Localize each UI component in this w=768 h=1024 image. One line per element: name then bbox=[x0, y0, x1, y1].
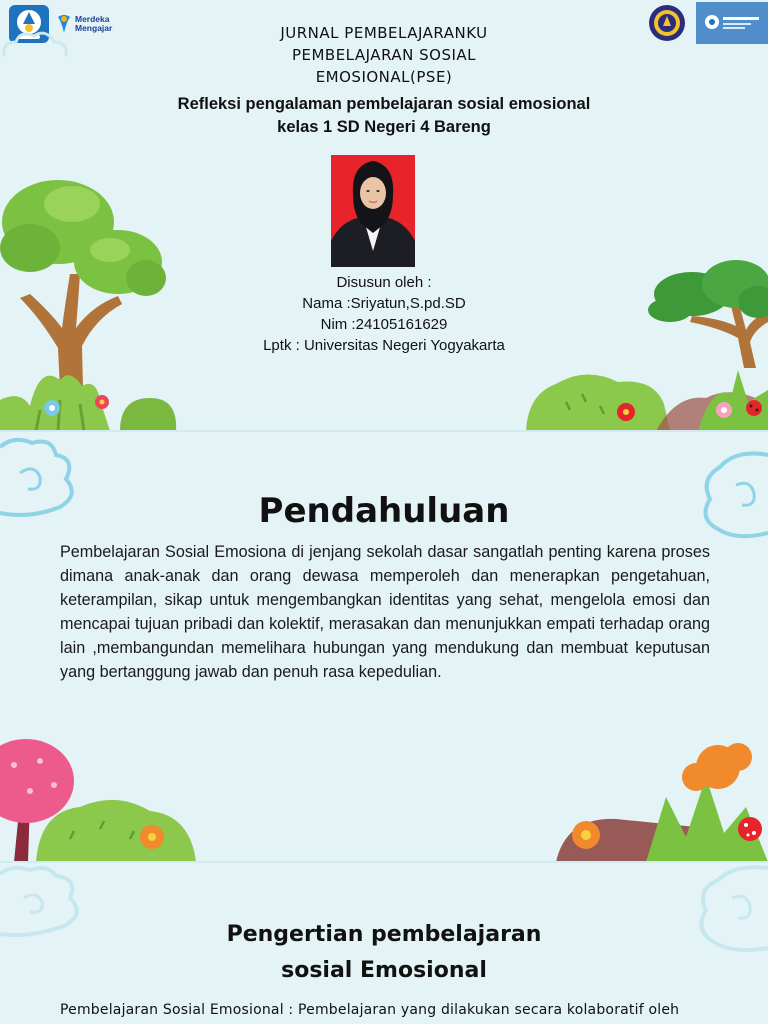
merdeka-line2: Mengajar bbox=[75, 23, 113, 33]
flower-icon bbox=[682, 743, 752, 791]
author-compiled-by: Disusun oleh : bbox=[336, 274, 432, 291]
subtitle-line-2: kelas 1 SD Negeri 4 Bareng bbox=[277, 118, 491, 136]
tree-icon bbox=[0, 731, 200, 862]
section-heading-pendahuluan: Pendahuluan bbox=[258, 491, 510, 531]
bush-icon bbox=[0, 360, 180, 431]
ladybug-icon bbox=[738, 817, 762, 841]
journal-title-line-1: JURNAL PEMBELAJARANKU bbox=[280, 24, 488, 42]
flower-icon bbox=[617, 403, 635, 421]
tree-icon bbox=[640, 258, 768, 368]
author-photo bbox=[331, 155, 415, 267]
flower-icon bbox=[572, 821, 600, 849]
section-heading-pengertian bbox=[0, 917, 768, 989]
introduction-page bbox=[0, 431, 768, 862]
flower-icon bbox=[140, 825, 164, 849]
journal-title-line-2: PEMBELAJARAN SOSIAL bbox=[291, 46, 477, 64]
bush-icon bbox=[526, 364, 768, 431]
definition-paragraph: Pembelajaran Sosial Emosional : Pembelajaran yang dilakukan secara kolaboratif oleh bbox=[60, 1002, 680, 1018]
bush-icon bbox=[556, 737, 768, 862]
ladybug-icon bbox=[746, 400, 762, 416]
journal-title-line-3: EMOSIONAL(PSE) bbox=[315, 68, 453, 86]
author-name: Nama :Sriyatun,S.pd.SD bbox=[302, 295, 466, 312]
heading-line-1: Pengertian pembelajaran bbox=[226, 922, 542, 947]
definition-page bbox=[0, 862, 768, 1024]
flower-icon bbox=[44, 400, 60, 416]
flower-icon bbox=[95, 395, 109, 409]
cover-page bbox=[0, 0, 768, 431]
heading-line-2: sosial Emosional bbox=[281, 958, 487, 983]
subtitle-line-1: Refleksi pengalaman pembelajaran sosial emosional bbox=[177, 95, 591, 113]
flower-icon bbox=[716, 402, 732, 418]
author-lptk: Lptk : Universitas Negeri Yogyakarta bbox=[263, 337, 505, 354]
author-nim: Nim :24105161629 bbox=[320, 316, 448, 333]
merdeka-line1: Merdeka bbox=[75, 14, 110, 24]
introduction-paragraph: Pembelajaran Sosial Emosiona di jenjang sekolah dasar sangatlah penting karena proses dimana anak-anak dan orang dewasa memperoleh dan menerapkan pengetahuan, keterampilan, sikap untuk mengembangkan identitas yang sehat, mengelola emosi dan mencapai tujuan pribadi dan kolektif, merasakan dan menunjukkan empati terhadap orang lain ,membangundan memelihara hubungan yang mendukung dan membuat keputusan yang bertanggung jawab dan penuh rasa kepedulian. bbox=[60, 543, 710, 681]
